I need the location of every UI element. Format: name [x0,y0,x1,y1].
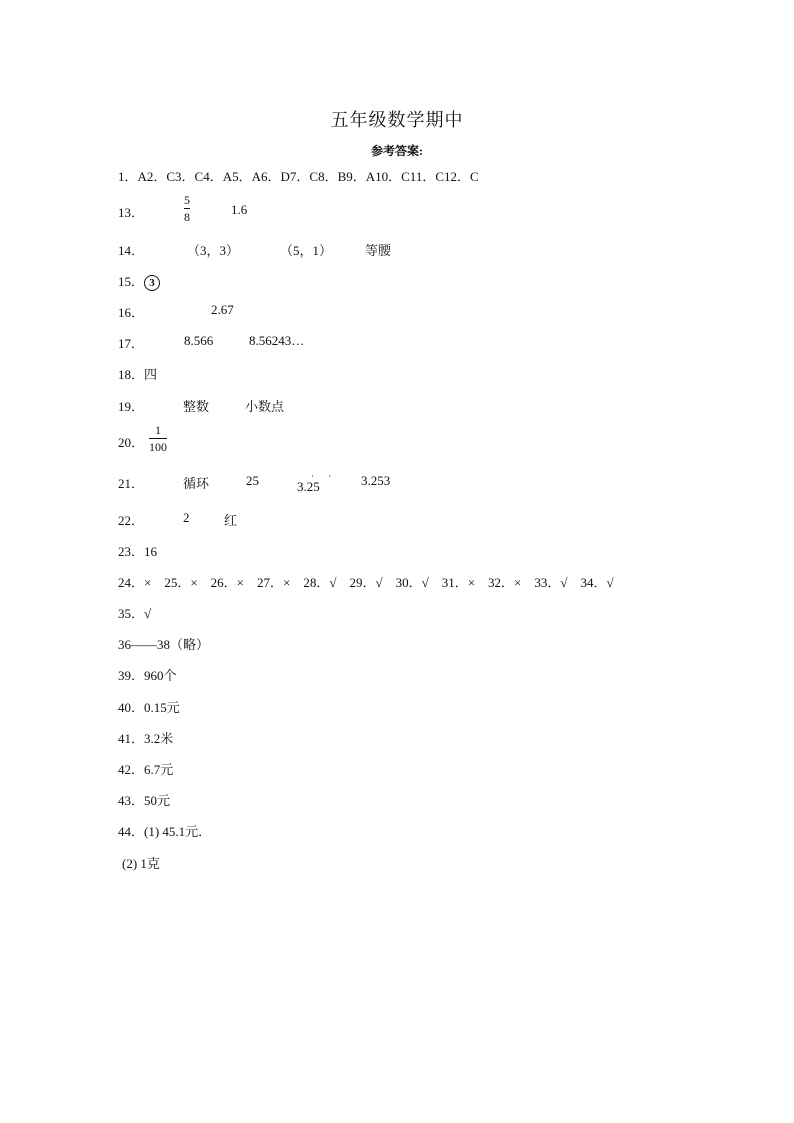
answer-line-43: 43．50元 [118,793,171,808]
answer-line-18: 18．四 [118,367,158,382]
fraction-numerator: 1 [155,423,161,437]
question-number: 22． [118,513,145,528]
answer-line-1: 1．A2．C3．C4．A5．A6．D7．C8．B9．A10．C11．C12．C [118,169,479,184]
answer-line-22 [118,510,144,529]
answer-line-44-2: (2) 1克 [122,856,160,871]
answer-line-20 [118,432,144,451]
check-mark-icon: √ [144,606,152,621]
answer-line-24-34: 24．× 25．× 26．× 27．× 28．√ 29．√ 30．√ 31．× 32．× 33．√ 34．√ [118,575,614,590]
question-number: 14． [118,243,145,258]
answer-line-14 [118,240,144,259]
answer-line-42: 42．6.7元 [118,762,174,777]
answer-value: 25 [246,473,259,488]
answer-value: 3.253 [361,473,391,488]
fraction-bar [184,208,190,209]
question-number: 17． [118,336,145,351]
answer-line-41: 41．3.2米 [118,731,174,746]
page-subtitle: 参考答案: [371,144,423,158]
answer-value: （3，3） [187,243,240,258]
question-number: 16． [118,305,145,320]
answer-line-44-1: 44．(1) 45.1元． [118,824,212,839]
answer-value: 2.67 [211,302,234,317]
page-title: 五年级数学期中 [330,110,464,130]
answer-line-17 [118,333,144,352]
fraction-denominator: 100 [149,440,167,454]
answer-line-36-38: 36——38（略） [118,637,210,652]
answer-value: 3.25 [297,479,320,494]
answer-line-40: 40．0.15元 [118,700,180,715]
answer-line-15 [118,271,160,291]
circled-three-icon: 3 [144,275,160,291]
answer-value: 8.56243… [249,333,305,348]
answer-line-23: 23．16 [118,544,158,559]
answer-value: （5，1） [280,243,333,258]
question-number: 15． [118,274,145,289]
answer-value: 等腰 [365,243,392,258]
answer-value: 1.6 [231,202,248,217]
answer-value: 8.566 [184,333,214,348]
answer-line-39: 39．960个 [118,668,177,683]
answer-value: 小数点 [245,399,285,414]
fraction-denominator: 8 [184,210,190,224]
question-number: 21． [118,476,145,491]
question-number: 35． [118,606,145,621]
question-number: 19． [118,399,145,414]
question-number: 20． [118,435,145,450]
repeating-decimal [297,471,338,495]
answer-value: 2 [183,510,190,525]
answer-line-21 [118,473,144,492]
fraction-numerator: 5 [184,193,190,207]
repeat-dots: · · [311,471,338,481]
question-number: 13． [118,205,145,220]
answer-line-35 [118,603,151,622]
answer-value: 整数 [183,399,210,414]
answer-value: 红 [224,513,238,528]
answer-value: 循环 [183,476,210,491]
answer-line-16 [118,302,144,321]
answer-line-13 [118,202,144,221]
fraction-bar [149,438,167,439]
fraction-20 [149,423,167,454]
fraction-13 [184,193,190,224]
answer-line-19 [118,396,144,415]
